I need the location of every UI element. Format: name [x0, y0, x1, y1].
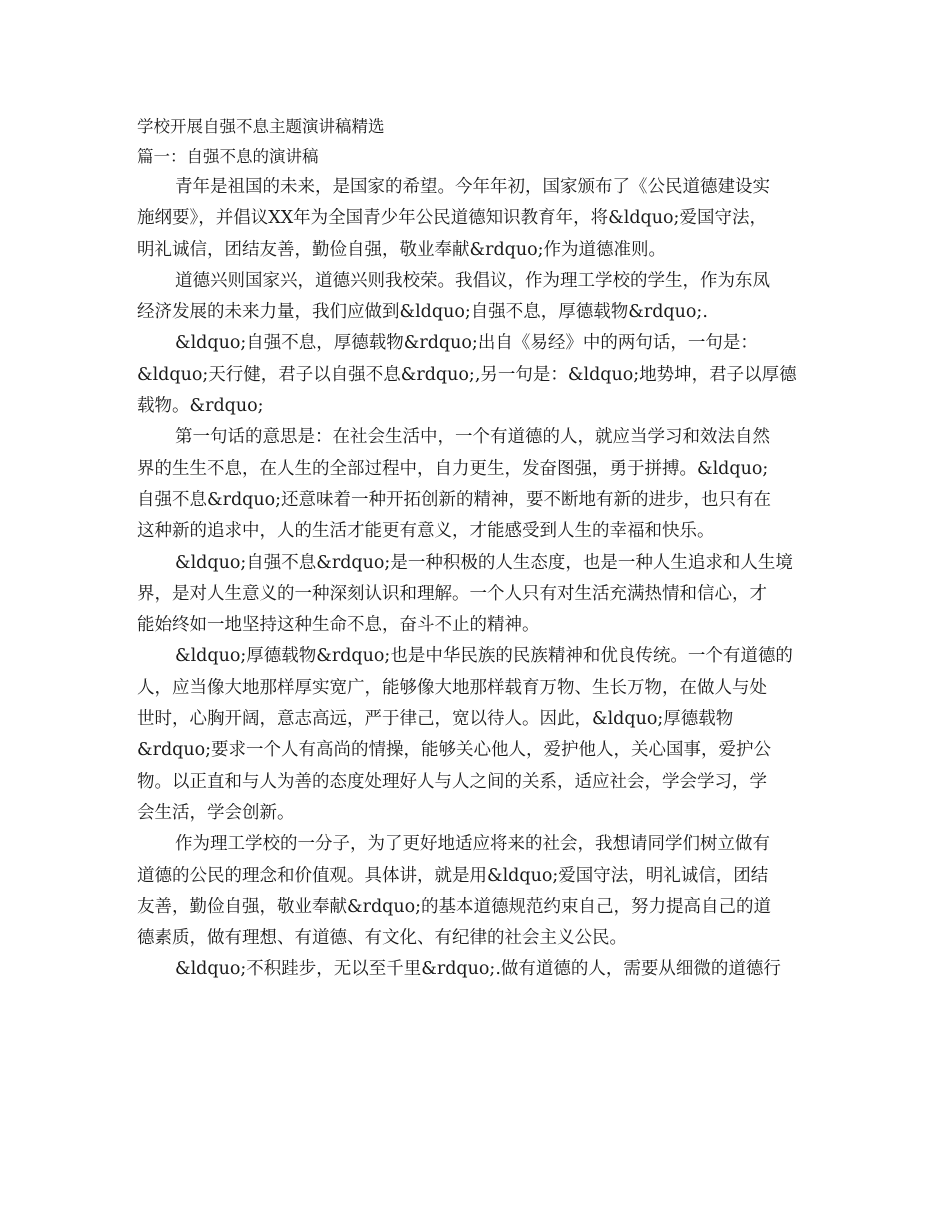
- paragraph-line: 道德的公民的理念和价值观。具体讲，就是用&ldquo;爱国守法，明礼诚信，团结: [137, 865, 769, 886]
- paragraph-line: 友善，勤俭自强，敬业奉献&rdquo;的基本道德规范约束自己，努力提高自己的道: [137, 896, 772, 917]
- paragraph: [137, 548, 817, 642]
- paragraph-line: 会生活，学会创新。: [137, 802, 295, 823]
- paragraph-line: 经济发展的未来力量，我们应做到&ldquo;自强不息，厚德载物&rdquo;.: [137, 302, 708, 323]
- paragraph-line: &ldquo;自强不息&rdquo;是一种积极的人生态度，也是一种人生追求和人生境: [175, 552, 793, 573]
- document-body: [137, 172, 817, 986]
- paragraph-line: 施纲要》，并倡议XX年为全国青少年公民道德知识教育年，将&ldquo;爱国守法，: [137, 208, 767, 229]
- paragraph: [137, 641, 817, 829]
- paragraph-line: 物。以正直和与人为善的态度处理好人与人之间的关系，适应社会，学会学习，学: [137, 771, 767, 792]
- paragraph-line: 界的生生不息，在人生的全部过程中，自力更生，发奋图强，勇于拼搏。&ldquo;: [137, 458, 769, 479]
- paragraph-line: 载物。&rdquo;: [137, 396, 264, 417]
- paragraph: [137, 172, 817, 266]
- paragraph-line: &ldquo;天行健，君子以自强不息&rdquo;,另一句是：&ldquo;地势坤，君子以厚德: [137, 364, 797, 385]
- paragraph-line: &ldquo;不积跬步，无以至千里&rdquo;.做有道德的人，需要从细微的道德行: [175, 959, 781, 980]
- paragraph-line: 作为理工学校的一分子，为了更好地适应将来的社会，我想请同学们树立做有: [175, 834, 770, 855]
- document-title: 学校开展自强不息主题演讲稿精选: [137, 117, 385, 136]
- paragraph-line: &rdquo;要求一个人有高尚的情操，能够关心他人，爱护他人，关心国事，爱护公: [137, 740, 772, 761]
- document-page: [137, 112, 817, 986]
- paragraph-line: 德素质，做有理想、有道德、有文化、有纪律的社会主义公民。: [137, 928, 627, 949]
- section-title: 篇一：自强不息的演讲稿: [137, 147, 319, 166]
- paragraph: [137, 829, 817, 954]
- paragraph: [137, 422, 817, 547]
- paragraph-line: 道德兴则国家兴，道德兴则我校荣。我倡议，作为理工学校的学生，作为东凤: [175, 270, 770, 291]
- paragraph-line: 青年是祖国的未来，是国家的希望。今年年初，国家颁布了《公民道德建设实: [175, 177, 770, 197]
- paragraph-line: 明礼诚信，团结友善，勤俭自强，敬业奉献&rdquo;作为道德准则。: [137, 239, 667, 260]
- paragraph-line: 能始终如一地坚持这种生命不息，奋斗不止的精神。: [137, 615, 540, 636]
- paragraph-line: &ldquo;自强不息，厚德载物&rdquo;出自《易经》中的两句话，一句是：: [175, 333, 758, 354]
- paragraph: [137, 328, 817, 422]
- paragraph-line: 这种新的追求中，人的生活才能更有意义，才能感受到人生的幸福和快乐。: [137, 521, 715, 542]
- paragraph: [137, 266, 817, 329]
- paragraph-line: 界，是对人生意义的一种深刻认识和理解。一个人只有对生活充满热情和信心，才: [137, 583, 767, 604]
- paragraph-line: 自强不息&rdquo;还意味着一种开拓创新的精神，要不断地有新的进步，也只有在: [137, 489, 772, 510]
- paragraph: [137, 954, 817, 985]
- paragraph-line: 世时，心胸开阔，意志高远，严于律己，宽以待人。因此，&ldquo;厚德载物: [137, 709, 734, 730]
- paragraph-line: &ldquo;厚德载物&rdquo;也是中华民族的民族精神和优良传统。一个有道德的: [175, 646, 793, 667]
- paragraph-line: 第一句话的意思是：在社会生活中，一个有道德的人，就应当学习和效法自然: [175, 427, 770, 448]
- paragraph-line: 人，应当像大地那样厚实宽广，能够像大地那样载育万物、生长万物，在做人与处: [137, 677, 767, 698]
